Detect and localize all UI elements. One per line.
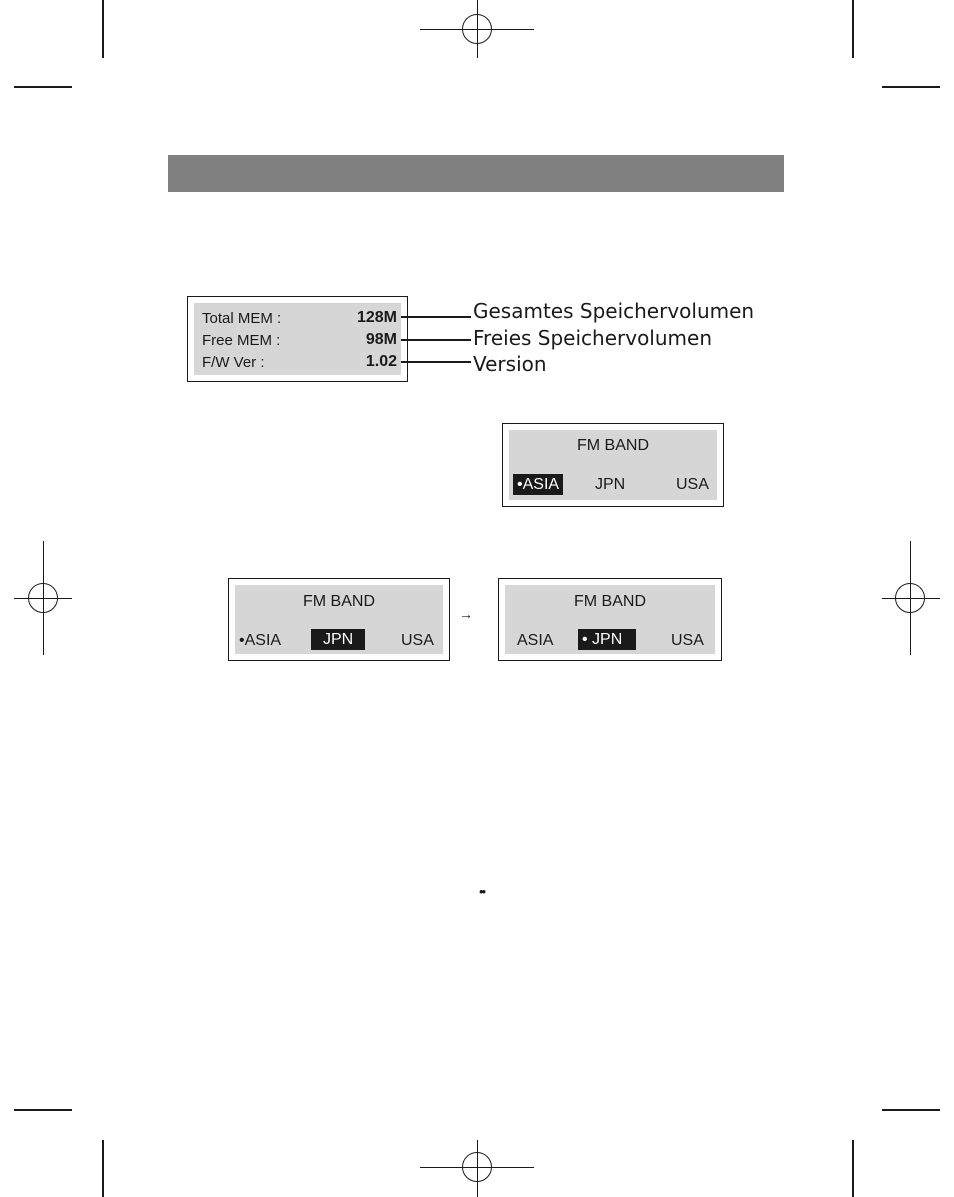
lcd-screen bbox=[235, 585, 443, 654]
fw-ver-value: 1.02 bbox=[365, 353, 397, 370]
callout-leader-free bbox=[401, 339, 471, 341]
fm-band-display-jpn-highlight bbox=[228, 578, 450, 661]
option-usa: USA bbox=[671, 632, 704, 649]
fm-band-title: FM BAND bbox=[574, 593, 646, 610]
callout-leader-version bbox=[401, 361, 471, 363]
lcd-screen bbox=[505, 585, 715, 654]
callout-version: Version bbox=[473, 352, 547, 376]
option-jpn: JPN bbox=[595, 476, 626, 493]
fm-band-title: FM BAND bbox=[303, 593, 375, 610]
callout-free-memory: Freies Speichervolumen bbox=[473, 326, 712, 350]
option-jpn bbox=[311, 629, 365, 650]
option-asia: •ASIA bbox=[239, 632, 282, 649]
option-asia: ASIA bbox=[517, 632, 554, 649]
callout-leader-total bbox=[401, 316, 471, 318]
arrow-icon: → bbox=[459, 606, 473, 622]
free-mem-value: 98M bbox=[365, 331, 397, 348]
fm-band-display-asia bbox=[502, 423, 724, 507]
section-header-bar bbox=[168, 155, 784, 192]
option-asia-label: •ASIA bbox=[513, 474, 563, 495]
fm-band-display-jpn-selected bbox=[498, 578, 722, 661]
fm-band-title: FM BAND bbox=[577, 437, 649, 454]
callout-total-memory: Gesamtes Speichervolumen bbox=[473, 299, 755, 323]
option-usa: USA bbox=[676, 476, 709, 493]
double-dot-icon: •• bbox=[479, 884, 485, 899]
option-asia bbox=[513, 474, 563, 495]
option-usa: USA bbox=[401, 632, 434, 649]
option-jpn-label: JPN bbox=[311, 629, 365, 650]
option-jpn-label: • JPN bbox=[578, 629, 636, 650]
free-mem-label: Free MEM : bbox=[202, 332, 281, 349]
total-mem-label: Total MEM : bbox=[202, 310, 282, 327]
option-jpn bbox=[578, 629, 636, 650]
fw-ver-label: F/W Ver : bbox=[202, 354, 265, 371]
lcd-screen bbox=[194, 303, 401, 375]
memory-info-display bbox=[187, 296, 408, 382]
total-mem-value: 128M bbox=[356, 309, 397, 326]
lcd-screen bbox=[509, 430, 717, 500]
